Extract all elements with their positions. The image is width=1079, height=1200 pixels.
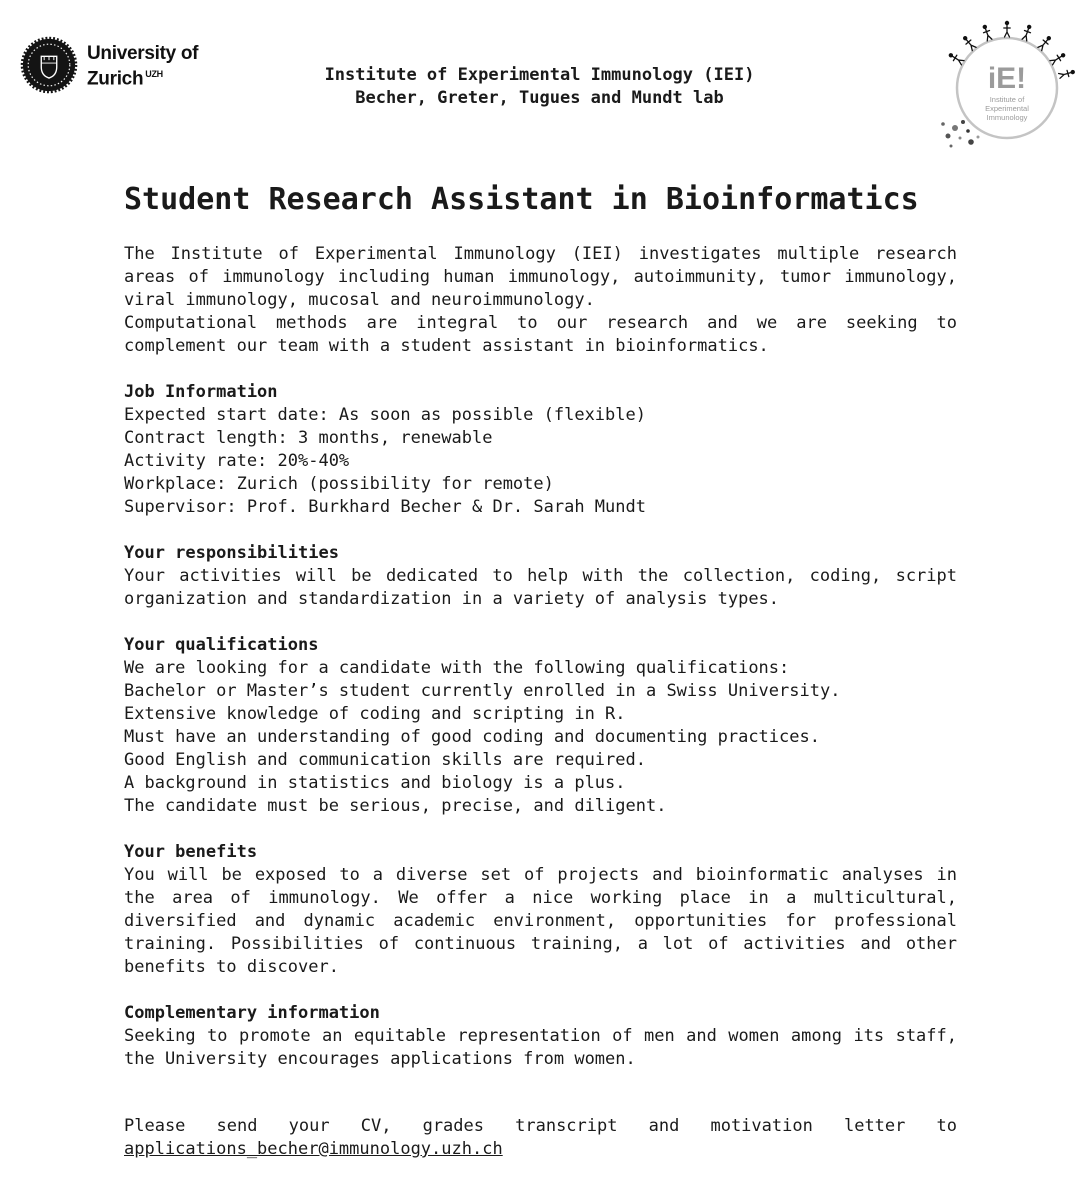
qualification-item: The candidate must be serious, precise, and diligent. bbox=[124, 796, 667, 816]
iei-logo-subtext-2: Experimental bbox=[985, 104, 1029, 113]
qualification-item: Bachelor or Master’s student currently enrolled in a Swiss University. bbox=[124, 681, 841, 701]
uzh-superscript: UZH bbox=[145, 69, 163, 79]
qualification-item: Good English and communication skills are required. bbox=[124, 750, 646, 770]
iei-logo bbox=[933, 16, 1077, 148]
uzh-wordmark-zurich: Zurich bbox=[87, 68, 144, 90]
iei-logo-text: iE! bbox=[987, 62, 1027, 95]
section-heading: Your benefits bbox=[124, 842, 258, 862]
section-responsibilities bbox=[124, 542, 957, 611]
job-info-supervisor: Supervisor: Prof. Burkhard Becher & Dr. Sarah Mundt bbox=[124, 497, 646, 517]
section-benefits bbox=[124, 841, 957, 979]
qualification-item: Extensive knowledge of coding and scripting in R. bbox=[124, 704, 626, 724]
closing-instruction: Please send your CV, grades transcript and motivation letter to bbox=[124, 1116, 957, 1136]
qualifications-intro: We are looking for a candidate with the following qualifications: bbox=[124, 658, 790, 678]
complementary-paragraph: Seeking to promote an equitable representation of men and women among its staff, the University encourages applications from women. bbox=[124, 1026, 957, 1069]
job-info-workplace: Workplace: Zurich (possibility for remote) bbox=[124, 474, 554, 494]
qualification-item: Must have an understanding of good coding and documenting practices. bbox=[124, 727, 820, 747]
section-heading: Your qualifications bbox=[124, 635, 319, 655]
benefits-paragraph: You will be exposed to a diverse set of projects and bioinformatic analyses in the area of immunology. We offer a nice working place in a multicultural, diversified and dynamic academic environment, opportunities for professional training. Possibilities of continuous training, a lot of activities and other benefits to discover. bbox=[124, 865, 957, 977]
intro-paragraph-2: Computational methods are integral to our research and we are seeking to complement our team with a student assistant in bioinformatics. bbox=[124, 313, 957, 356]
job-info-contract-length: Contract length: 3 months, renewable bbox=[124, 428, 493, 448]
section-qualifications bbox=[124, 634, 957, 818]
job-info-activity-rate: Activity rate: 20%-40% bbox=[124, 451, 350, 471]
iei-circle-logo-icon bbox=[933, 16, 1077, 148]
uzh-wordmark-line1: University of bbox=[87, 43, 199, 64]
institute-header bbox=[0, 64, 1079, 110]
iei-logo-subtext-3: Immunology bbox=[986, 113, 1028, 122]
header bbox=[0, 0, 1079, 160]
lab-name: Becher, Greter, Tugues and Mundt lab bbox=[355, 88, 724, 108]
institute-name: Institute of Experimental Immunology (IEI) bbox=[324, 65, 755, 85]
closing-block bbox=[124, 1115, 957, 1161]
section-heading: Job Information bbox=[124, 382, 278, 402]
email-link[interactable]: applications_becher@immunology.uzh.ch bbox=[124, 1139, 503, 1159]
section-heading: Complementary information bbox=[124, 1003, 380, 1023]
document-body bbox=[0, 182, 1079, 1161]
qualification-item: A background in statistics and biology is a plus. bbox=[124, 773, 626, 793]
intro-paragraph-1: The Institute of Experimental Immunology (IEI) investigates multiple research areas of immunology including human immunology, autoimmunity, tumor immunology, viral immunology, mucosal and neuroimmunology. bbox=[124, 244, 957, 310]
iei-logo-subtext-1: Institute of bbox=[989, 95, 1025, 104]
section-complementary-information bbox=[124, 1002, 957, 1071]
page-title: Student Research Assistant in Bioinformatics bbox=[124, 182, 919, 217]
job-info-start-date: Expected start date: As soon as possible (flexible) bbox=[124, 405, 646, 425]
section-job-information bbox=[124, 381, 957, 519]
section-heading: Your responsibilities bbox=[124, 543, 339, 563]
responsibilities-paragraph: Your activities will be dedicated to help with the collection, coding, script organization and standardization in a variety of analysis types. bbox=[124, 566, 957, 609]
